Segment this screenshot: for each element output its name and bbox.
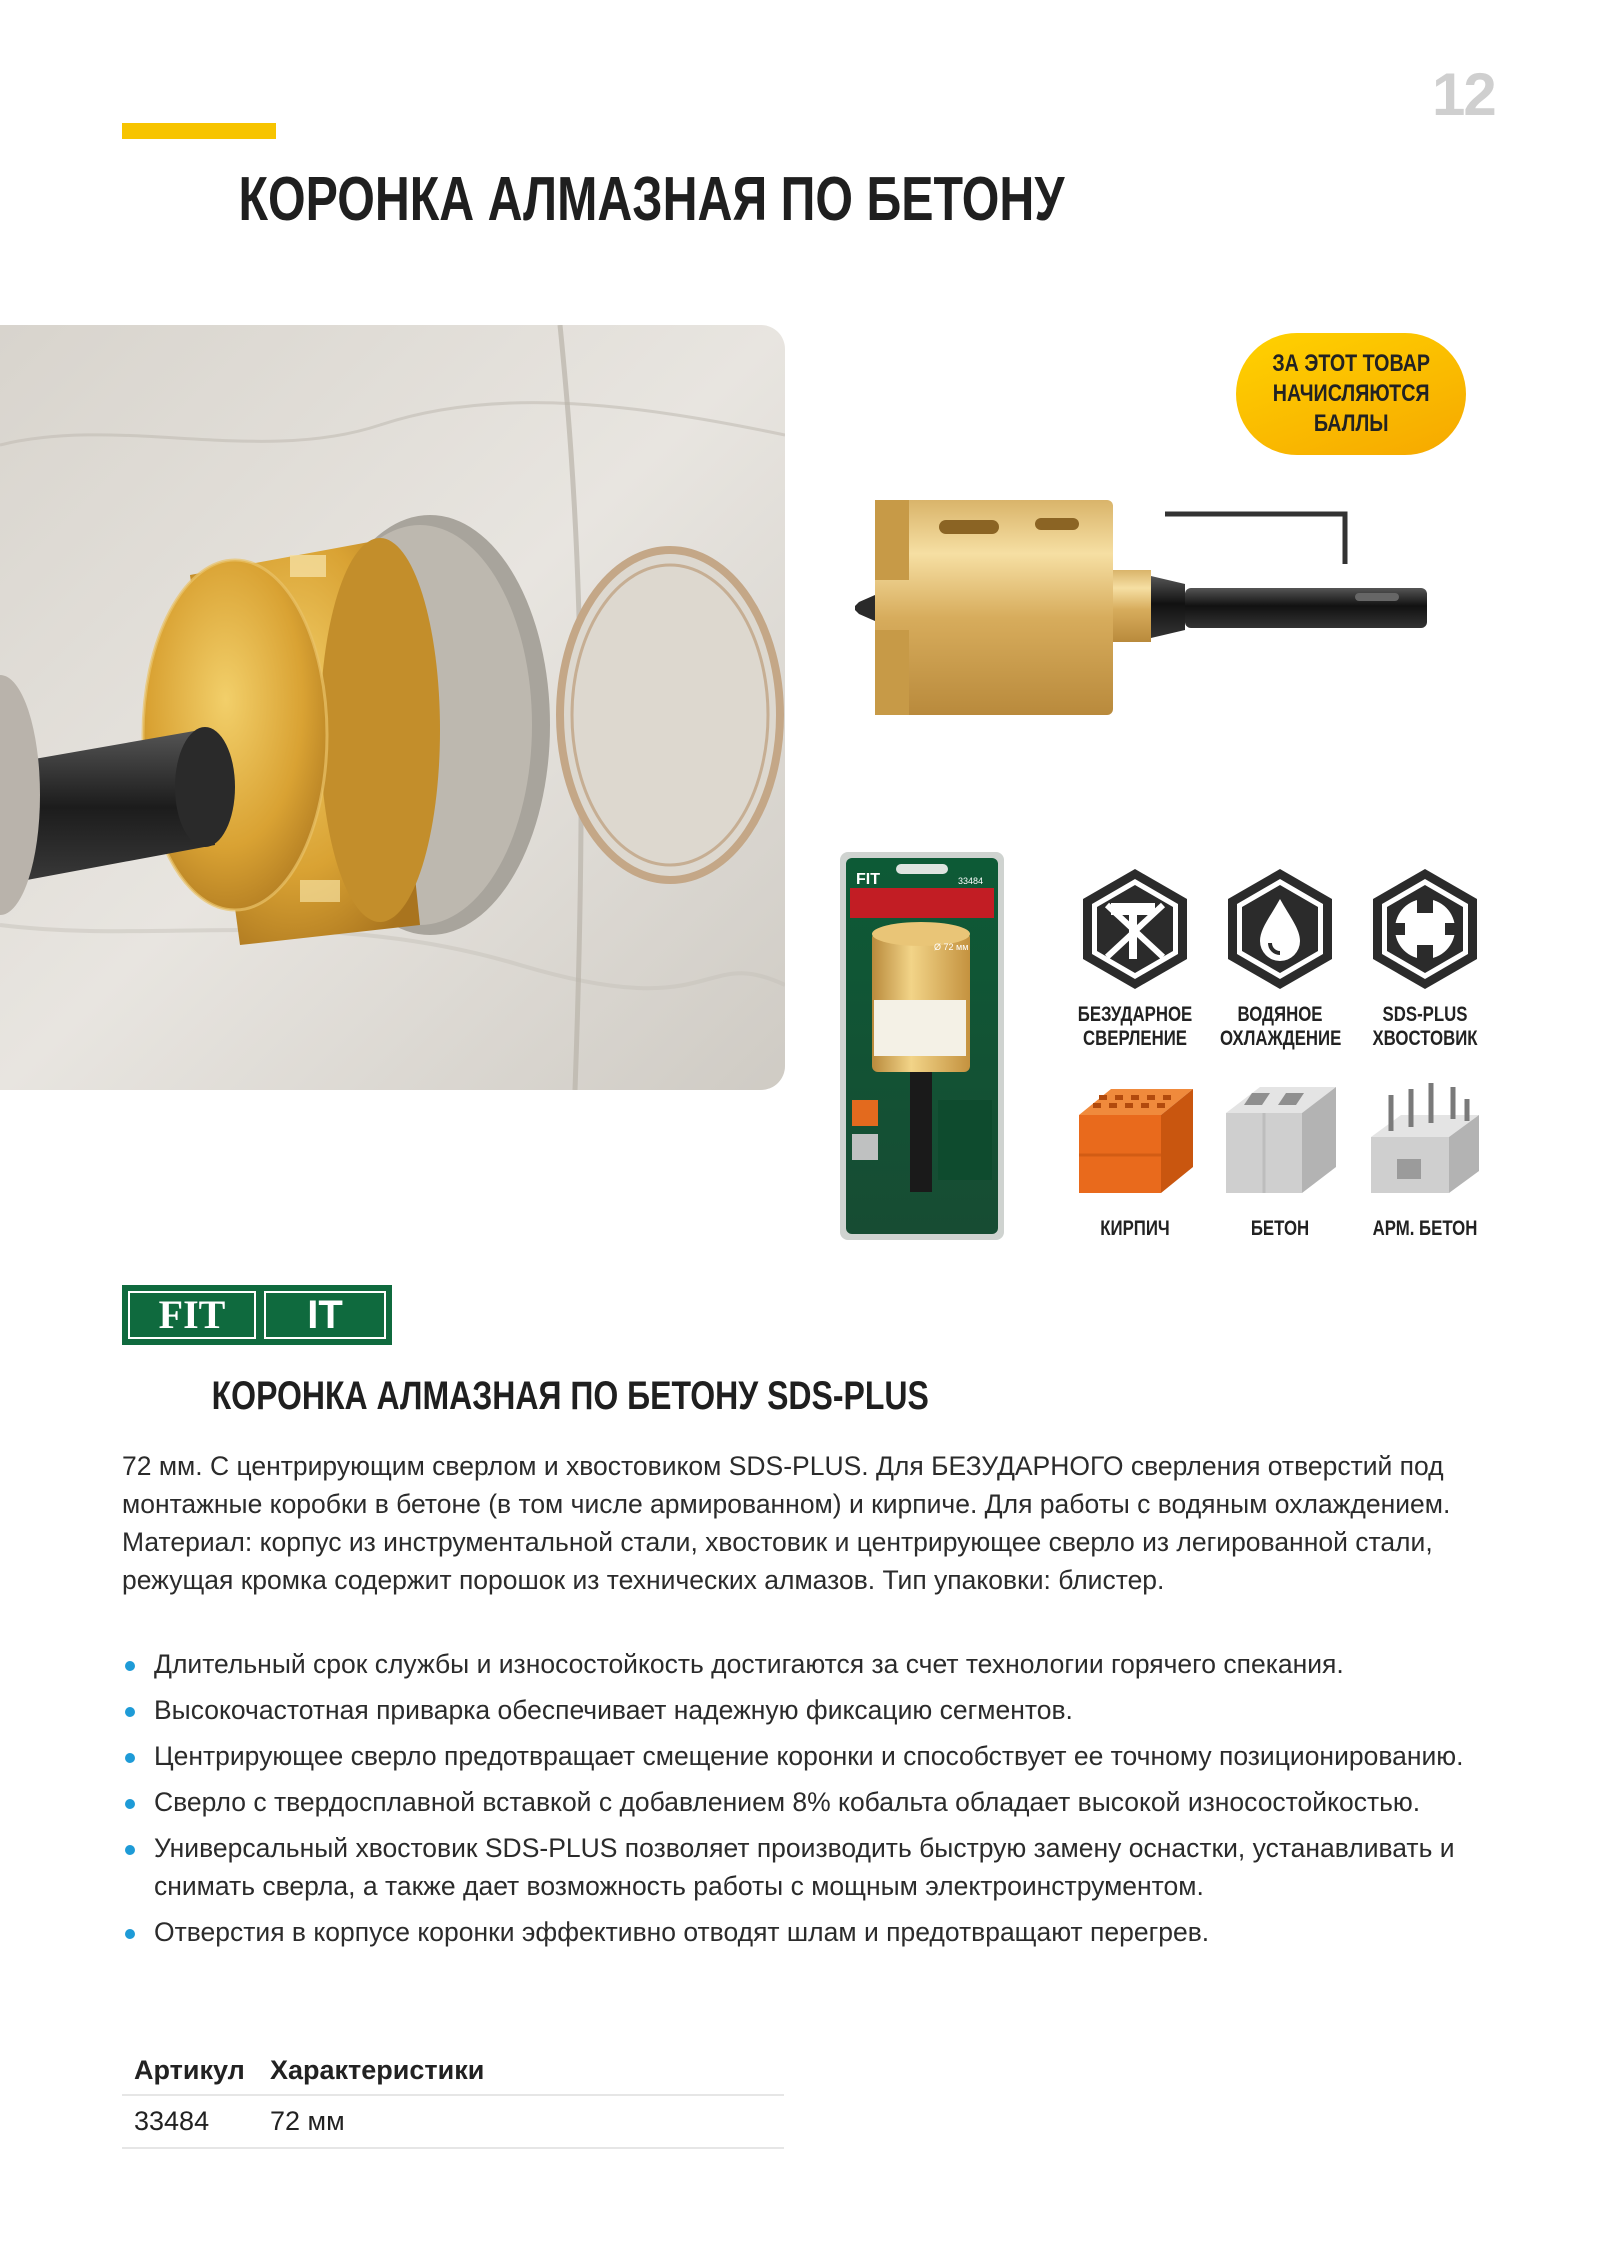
list-item: Сверло с твердосплавной вставкой с добавлением 8% кобальта обладает высокой износостойкостью. — [122, 1783, 1502, 1821]
column-header-article: Артикул — [122, 2045, 258, 2095]
list-item: Отверстия в корпусе коронки эффективно отводят шлам и предотвращают перегрев. — [122, 1913, 1502, 1951]
fit-logo: FIT — [128, 1291, 256, 1339]
feature-no-hammer — [1060, 865, 1210, 1051]
feature-list — [122, 1645, 1502, 1959]
table-header-row — [122, 2045, 784, 2095]
product-image — [855, 490, 1480, 725]
list-item: Центрирующее сверло предотвращает смещение коронки и способствует ее точному позиционированию. — [122, 1737, 1502, 1775]
product-description: 72 мм. С центрирующим сверлом и хвостовиком SDS-PLUS. Для БЕЗУДАРНОГО сверления отверстий под монтажные коробки в бетоне (в том числе армированном) и кирпиче. Для работы с водяным охлаждением. Материал: корпус из инструментальной стали, хвостовик и центрирующее сверло из легированной стали, режущая кромка содержит порошок из технических алмазов. Тип упаковки: блистер. — [122, 1451, 1451, 1595]
reinforced-concrete-icon — [1361, 1075, 1489, 1203]
brick-icon — [1071, 1075, 1199, 1203]
page-title: КОРОНКА АЛМАЗНАЯ ПО БЕТОНУ — [238, 165, 1065, 234]
blister-code-text: 33484 — [958, 876, 984, 886]
table-cell-specs: 72 мм — [258, 2095, 784, 2148]
list-item: Длительный срок службы и износостойкость достигаются за счет технологии горячего спекания. — [122, 1645, 1502, 1683]
badge-text: ЗА ЭТОТ ТОВАР НАЧИСЛЯЮТСЯ БАЛЛЫ — [1272, 350, 1430, 437]
list-item: Универсальный хвостовик SDS-PLUS позволяет производить быструю замену оснастки, устанавливать и снимать сверла, а также дает возможность работы с мощным электроинструментом. — [122, 1829, 1502, 1905]
usage-photo — [0, 325, 785, 1090]
accent-bar — [122, 123, 276, 139]
feature-water-cooling — [1205, 865, 1355, 1051]
blister-size-text: Ø 72 мм — [934, 942, 969, 952]
material-brick — [1060, 1075, 1210, 1241]
material-label: БЕТОН — [1250, 1217, 1310, 1240]
concrete-block-icon — [1216, 1075, 1344, 1203]
it-logo: IT — [264, 1291, 386, 1339]
feature-label: БЕЗУДАРНОЕ СВЕРЛЕНИЕ — [1077, 1003, 1193, 1050]
feature-label: SDS-PLUS ХВОСТОВИК — [1372, 1003, 1478, 1050]
water-drop-icon — [1216, 865, 1344, 993]
sds-plus-icon — [1361, 865, 1489, 993]
page-number: 12 — [1432, 61, 1495, 128]
blister-brand-text: FIT — [856, 871, 880, 888]
product-title: КОРОНКА АЛМАЗНАЯ ПО БЕТОНУ SDS-PLUS — [211, 1374, 929, 1418]
material-concrete — [1205, 1075, 1355, 1241]
no-hammer-icon — [1071, 865, 1199, 993]
material-label: АРМ. БЕТОН — [1372, 1217, 1478, 1240]
list-item: Высокочастотная приварка обеспечивает надежную фиксацию сегментов. — [122, 1691, 1502, 1729]
feature-label: ВОДЯНОЕ ОХЛАЖДЕНИЕ — [1220, 1003, 1342, 1050]
feature-sds-plus — [1350, 865, 1500, 1051]
spec-table — [122, 2045, 784, 2149]
material-reinforced-concrete — [1350, 1075, 1500, 1241]
table-cell-article: 33484 — [122, 2095, 258, 2148]
table-row — [122, 2095, 784, 2148]
column-header-specs: Характеристики — [258, 2045, 784, 2095]
bonus-points-badge — [1236, 333, 1466, 455]
material-label: КИРПИЧ — [1100, 1217, 1170, 1240]
blister-package-image — [838, 850, 1006, 1242]
